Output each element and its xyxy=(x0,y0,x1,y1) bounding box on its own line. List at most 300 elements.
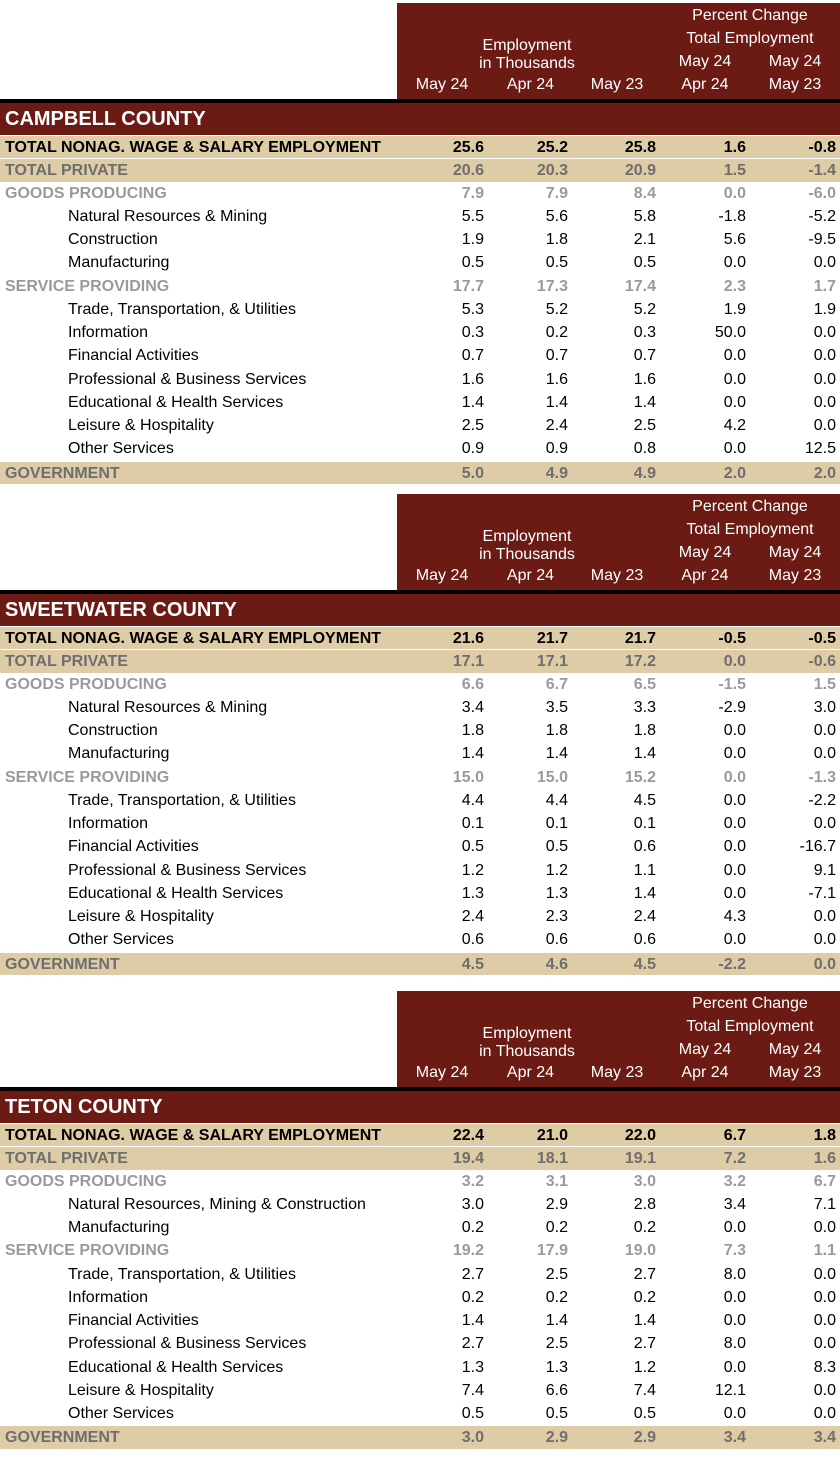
row-value: 15.0 xyxy=(536,768,568,786)
row-value: 0.0 xyxy=(813,722,836,739)
row-value: 17.1 xyxy=(452,653,484,671)
table-row xyxy=(0,344,840,367)
row-value: 7.9 xyxy=(461,184,484,202)
row-value: 0.0 xyxy=(813,815,836,832)
row-value: -0.6 xyxy=(808,653,836,671)
table-row xyxy=(0,1216,840,1239)
pct-change-heading: Percent Change xyxy=(692,498,808,515)
row-value: 1.8 xyxy=(813,1127,836,1144)
row-value: 6.7 xyxy=(723,1127,746,1144)
row-value: 0.1 xyxy=(545,815,568,832)
row-value: 3.0 xyxy=(461,1429,484,1447)
row-value: 0.0 xyxy=(813,393,836,411)
row-value: 0.0 xyxy=(813,908,836,925)
row-value: 0.0 xyxy=(723,653,746,671)
row-label: Manufacturing xyxy=(68,254,170,272)
row-value: 0.2 xyxy=(545,1288,568,1306)
row-label: Trade, Transportation, & Utilities xyxy=(68,300,296,318)
row-value: 0.0 xyxy=(813,1335,836,1353)
row-value: 25.6 xyxy=(452,139,484,156)
row-value: 1.4 xyxy=(633,745,656,763)
row-value: -1.3 xyxy=(808,768,836,786)
table-row xyxy=(0,368,840,391)
row-value: 0.0 xyxy=(723,1405,746,1422)
county-title: TETON COUNTY xyxy=(0,1091,840,1123)
row-value: -2.9 xyxy=(718,698,746,716)
row-label: Trade, Transportation, & Utilities xyxy=(68,791,296,809)
row-value: 2.4 xyxy=(633,908,656,925)
row-value: 0.0 xyxy=(723,745,746,763)
row-value: 6.7 xyxy=(545,675,568,693)
table-row xyxy=(0,649,840,672)
row-value: 4.5 xyxy=(633,791,656,809)
row-label: GOVERNMENT xyxy=(5,955,120,973)
row-value: 18.1 xyxy=(536,1150,568,1168)
col1-header: May 24 xyxy=(415,567,469,584)
row-value: 1.4 xyxy=(461,393,484,411)
row-label: Trade, Transportation, & Utilities xyxy=(68,1265,296,1283)
row-value: 21.0 xyxy=(536,1127,568,1144)
col4-bottom-header: Apr 24 xyxy=(681,1064,729,1081)
row-value: 3.5 xyxy=(545,698,568,716)
row-value: 0.0 xyxy=(723,768,746,786)
row-value: 4.4 xyxy=(461,791,484,809)
table-row xyxy=(0,391,840,414)
row-value: 1.4 xyxy=(633,1312,656,1329)
row-value: 19.0 xyxy=(624,1242,656,1260)
row-value: 5.2 xyxy=(545,300,568,318)
row-value: 0.0 xyxy=(723,931,746,949)
table-row xyxy=(0,251,840,274)
col5-top-header: May 24 xyxy=(768,1041,822,1058)
row-value: 8.4 xyxy=(633,184,656,202)
row-value: 7.3 xyxy=(723,1242,746,1260)
row-value: 7.9 xyxy=(545,184,568,202)
row-value: 4.6 xyxy=(545,955,568,973)
row-value: 1.5 xyxy=(723,162,746,180)
row-value: 1.8 xyxy=(545,231,568,248)
col5-top-header: May 24 xyxy=(768,544,822,561)
row-value: 0.6 xyxy=(633,838,656,856)
row-value: 0.2 xyxy=(633,1219,656,1236)
table-row xyxy=(0,952,840,975)
row-value: 17.7 xyxy=(452,277,484,295)
row-value: 0.8 xyxy=(633,440,656,458)
row-label: TOTAL PRIVATE xyxy=(5,162,128,180)
row-label: SERVICE PROVIDING xyxy=(5,277,170,295)
row-value: 1.3 xyxy=(461,1358,484,1376)
col2-header: Apr 24 xyxy=(506,567,555,584)
row-value: 8.3 xyxy=(813,1358,836,1376)
row-value: 2.4 xyxy=(461,908,484,925)
row-value: 21.7 xyxy=(536,630,568,647)
total-employment-heading: Total Employment xyxy=(686,1018,814,1035)
row-label: SERVICE PROVIDING xyxy=(5,768,170,786)
header-band xyxy=(397,3,840,99)
row-value: -1.8 xyxy=(718,207,746,225)
row-value: 1.3 xyxy=(461,884,484,902)
row-label: GOODS PRODUCING xyxy=(5,1172,167,1190)
table-header xyxy=(0,494,840,590)
row-value: 1.9 xyxy=(461,231,484,248)
row-value: 4.5 xyxy=(461,955,484,973)
row-value: -2.2 xyxy=(808,791,836,809)
row-label: Financial Activities xyxy=(68,1312,199,1329)
row-value: 7.1 xyxy=(813,1195,836,1213)
row-value: 0.0 xyxy=(723,791,746,809)
table-row xyxy=(0,719,840,742)
row-value: 6.7 xyxy=(813,1172,836,1190)
row-label: Educational & Health Services xyxy=(68,884,284,902)
row-value: -9.5 xyxy=(808,231,836,248)
row-value: 3.0 xyxy=(633,1172,656,1190)
row-value: 3.3 xyxy=(633,698,656,716)
header-band xyxy=(397,494,840,590)
row-value: 1.1 xyxy=(633,861,656,879)
row-label: Educational & Health Services xyxy=(68,1358,284,1376)
row-label: TOTAL NONAG. WAGE & SALARY EMPLOYMENT xyxy=(5,630,382,647)
row-value: 4.2 xyxy=(723,417,746,434)
col4-bottom-header: Apr 24 xyxy=(681,76,729,93)
row-value: 20.3 xyxy=(536,162,568,180)
row-label: TOTAL NONAG. WAGE & SALARY EMPLOYMENT xyxy=(5,1127,382,1144)
row-value: 1.6 xyxy=(813,1150,836,1168)
row-value: 2.5 xyxy=(545,1265,568,1283)
row-value: 1.6 xyxy=(461,370,484,388)
row-value: 25.8 xyxy=(624,139,656,156)
row-label: Information xyxy=(68,815,149,832)
row-value: 5.0 xyxy=(461,464,484,482)
table-row xyxy=(0,1123,840,1146)
row-value: 1.8 xyxy=(633,722,656,739)
table-row xyxy=(0,205,840,228)
row-value: 4.9 xyxy=(545,464,568,482)
table-row xyxy=(0,1239,840,1262)
row-value: 6.6 xyxy=(545,1381,568,1399)
row-value: 15.0 xyxy=(452,768,484,786)
table-row xyxy=(0,228,840,251)
row-label: Leisure & Hospitality xyxy=(68,908,214,925)
row-value: -0.5 xyxy=(808,630,836,647)
row-label: Manufacturing xyxy=(68,745,170,763)
row-value: 0.0 xyxy=(813,1265,836,1283)
row-value: 3.0 xyxy=(461,1195,484,1213)
col4-top-header: May 24 xyxy=(678,53,732,70)
row-value: 2.5 xyxy=(633,417,656,434)
row-value: 0.7 xyxy=(545,347,568,365)
row-value: 21.6 xyxy=(452,630,484,647)
col3-header: May 23 xyxy=(590,567,644,584)
county-table xyxy=(0,3,840,484)
row-value: 1.2 xyxy=(461,861,484,879)
row-value: 0.3 xyxy=(461,324,484,341)
row-value: 1.6 xyxy=(723,139,746,156)
row-value: 0.0 xyxy=(723,838,746,856)
table-row xyxy=(0,1332,840,1355)
row-value: 2.5 xyxy=(545,1335,568,1353)
row-value: 0.0 xyxy=(813,1219,836,1236)
row-value: 2.9 xyxy=(633,1429,656,1447)
row-value: 4.9 xyxy=(633,464,656,482)
row-value: 25.2 xyxy=(536,139,568,156)
row-value: 0.9 xyxy=(461,440,484,458)
table-row xyxy=(0,1146,840,1169)
row-value: -7.1 xyxy=(808,884,836,902)
row-value: 0.0 xyxy=(723,1219,746,1236)
row-value: 1.4 xyxy=(545,745,568,763)
row-label: TOTAL PRIVATE xyxy=(5,1150,128,1168)
row-value: 1.6 xyxy=(633,370,656,388)
table-row xyxy=(0,275,840,298)
county-title: SWEETWATER COUNTY xyxy=(0,594,840,626)
county-table xyxy=(0,991,840,1449)
row-value: 19.1 xyxy=(624,1150,656,1168)
row-value: 0.5 xyxy=(461,838,484,856)
row-label: SERVICE PROVIDING xyxy=(5,1242,170,1260)
table-row xyxy=(0,1286,840,1309)
row-value: 0.2 xyxy=(461,1288,484,1306)
row-value: 3.4 xyxy=(723,1195,746,1213)
row-value: 5.2 xyxy=(633,300,656,318)
col4-bottom-header: Apr 24 xyxy=(681,567,729,584)
row-value: 0.0 xyxy=(813,955,836,973)
row-value: 0.2 xyxy=(545,1219,568,1236)
table-row xyxy=(0,742,840,765)
row-value: 0.2 xyxy=(461,1219,484,1236)
table-row xyxy=(0,789,840,812)
row-value: -0.5 xyxy=(718,630,746,647)
row-value: 0.0 xyxy=(813,1312,836,1329)
table-row xyxy=(0,812,840,835)
row-value: 50.0 xyxy=(714,324,746,341)
row-value: 6.5 xyxy=(633,675,656,693)
row-value: 4.5 xyxy=(633,955,656,973)
table-row xyxy=(0,766,840,789)
pct-change-heading: Percent Change xyxy=(692,995,808,1012)
col4-top-header: May 24 xyxy=(678,544,732,561)
row-value: -1.4 xyxy=(808,162,836,180)
row-value: 3.4 xyxy=(723,1429,746,1447)
row-value: 17.3 xyxy=(536,277,568,295)
row-value: 0.0 xyxy=(723,184,746,202)
row-value: 0.0 xyxy=(723,815,746,832)
row-value: 0.0 xyxy=(723,440,746,458)
row-value: 2.3 xyxy=(723,277,746,295)
row-value: 1.3 xyxy=(545,1358,568,1376)
col1-header: May 24 xyxy=(415,76,469,93)
row-value: 3.4 xyxy=(813,1429,836,1447)
row-value: 2.7 xyxy=(633,1335,656,1353)
row-value: 21.7 xyxy=(624,630,656,647)
row-value: -5.2 xyxy=(808,207,836,225)
row-label: Manufacturing xyxy=(68,1219,170,1236)
row-label: Other Services xyxy=(68,931,174,949)
row-value: 4.3 xyxy=(723,908,746,925)
row-label: Information xyxy=(68,1288,149,1306)
row-value: 0.0 xyxy=(723,884,746,902)
table-row xyxy=(0,1193,840,1216)
row-value: 0.7 xyxy=(461,347,484,365)
row-value: 1.5 xyxy=(813,675,836,693)
row-label: Natural Resources & Mining xyxy=(68,207,268,225)
row-value: 3.1 xyxy=(545,1172,568,1190)
row-value: 0.0 xyxy=(723,1358,746,1376)
table-row xyxy=(0,673,840,696)
row-value: 6.6 xyxy=(461,675,484,693)
row-value: 1.6 xyxy=(545,370,568,388)
row-label: Construction xyxy=(68,231,158,248)
row-value: 0.0 xyxy=(723,254,746,272)
row-label: Information xyxy=(68,324,149,341)
table-row xyxy=(0,135,840,158)
row-value: 2.0 xyxy=(723,464,746,482)
row-value: 1.2 xyxy=(633,1358,656,1376)
row-value: 0.0 xyxy=(813,347,836,365)
row-value: 5.6 xyxy=(723,231,746,248)
row-value: 9.1 xyxy=(813,861,836,879)
row-value: 0.0 xyxy=(723,861,746,879)
table-row xyxy=(0,158,840,181)
row-value: 1.9 xyxy=(723,300,746,318)
col5-top-header: May 24 xyxy=(768,53,822,70)
row-value: 0.0 xyxy=(813,370,836,388)
table-row xyxy=(0,1170,840,1193)
row-value: 0.6 xyxy=(633,931,656,949)
row-value: 17.4 xyxy=(624,277,656,295)
row-value: 19.2 xyxy=(452,1242,484,1260)
row-value: 7.4 xyxy=(461,1381,484,1399)
row-value: 3.2 xyxy=(461,1172,484,1190)
table-row xyxy=(0,859,840,882)
row-value: 0.0 xyxy=(813,931,836,949)
row-value: 0.3 xyxy=(633,324,656,341)
county-title: CAMPBELL COUNTY xyxy=(0,103,840,135)
row-value: 0.0 xyxy=(723,370,746,388)
row-value: 0.0 xyxy=(723,1288,746,1306)
row-label: Other Services xyxy=(68,1405,174,1422)
row-label: GOVERNMENT xyxy=(5,464,120,482)
row-value: 0.7 xyxy=(633,347,656,365)
row-value: 0.2 xyxy=(633,1288,656,1306)
col2-header: Apr 24 xyxy=(506,76,555,93)
table-row xyxy=(0,1309,840,1332)
table-row xyxy=(0,298,840,321)
row-value: -16.7 xyxy=(799,838,836,856)
row-value: 8.0 xyxy=(723,1335,746,1353)
row-value: 0.5 xyxy=(545,254,568,272)
row-value: -2.2 xyxy=(718,955,746,973)
row-value: 0.0 xyxy=(813,1288,836,1306)
row-value: 22.0 xyxy=(624,1127,656,1144)
row-value: 0.0 xyxy=(813,745,836,763)
header-band xyxy=(397,991,840,1087)
row-value: 4.4 xyxy=(545,791,568,809)
thousands-heading: in Thousands xyxy=(479,1043,575,1060)
col5-bottom-header: May 23 xyxy=(768,1064,822,1081)
row-value: 0.1 xyxy=(633,815,656,832)
row-value: 1.8 xyxy=(461,722,484,739)
row-value: 0.2 xyxy=(545,324,568,341)
row-value: 2.8 xyxy=(633,1195,656,1213)
row-value: 0.5 xyxy=(633,1405,656,1422)
row-label: TOTAL PRIVATE xyxy=(5,653,128,671)
row-label: Professional & Business Services xyxy=(68,861,307,879)
table-row xyxy=(0,835,840,858)
row-value: 2.7 xyxy=(461,1265,484,1283)
table-row xyxy=(0,182,840,205)
row-label: GOODS PRODUCING xyxy=(5,184,167,202)
row-value: 0.5 xyxy=(461,1405,484,1422)
row-label: TOTAL NONAG. WAGE & SALARY EMPLOYMENT xyxy=(5,139,382,156)
row-value: 22.4 xyxy=(452,1127,484,1144)
total-employment-heading: Total Employment xyxy=(686,30,814,47)
row-value: 7.4 xyxy=(633,1381,656,1399)
table-row xyxy=(0,414,840,437)
col1-header: May 24 xyxy=(415,1064,469,1081)
row-value: 0.5 xyxy=(545,838,568,856)
row-value: 0.1 xyxy=(461,815,484,832)
row-label: Professional & Business Services xyxy=(68,1335,307,1353)
row-value: 1.4 xyxy=(545,393,568,411)
total-employment-heading: Total Employment xyxy=(686,521,814,538)
row-value: 1.7 xyxy=(813,277,836,295)
row-value: 0.5 xyxy=(633,254,656,272)
row-label: Financial Activities xyxy=(68,838,199,856)
table-row xyxy=(0,905,840,928)
table-row xyxy=(0,696,840,719)
row-value: 0.6 xyxy=(461,931,484,949)
row-value: 8.0 xyxy=(723,1265,746,1283)
row-value: 5.8 xyxy=(633,207,656,225)
table-row xyxy=(0,321,840,344)
thousands-heading: in Thousands xyxy=(479,55,575,72)
row-value: 20.9 xyxy=(624,162,656,180)
row-value: 5.6 xyxy=(545,207,568,225)
row-value: 1.2 xyxy=(545,861,568,879)
row-value: 0.0 xyxy=(813,1405,836,1422)
row-value: 15.2 xyxy=(624,768,656,786)
row-value: 12.1 xyxy=(714,1381,746,1399)
row-label: Leisure & Hospitality xyxy=(68,417,214,434)
col2-header: Apr 24 xyxy=(506,1064,555,1081)
employment-heading: Employment xyxy=(482,528,572,545)
row-value: 1.9 xyxy=(813,300,836,318)
row-value: 0.0 xyxy=(813,254,836,272)
row-value: 1.4 xyxy=(461,745,484,763)
row-value: 2.7 xyxy=(461,1335,484,1353)
row-value: 2.0 xyxy=(813,464,836,482)
row-label: Construction xyxy=(68,722,158,739)
row-value: 1.3 xyxy=(545,884,568,902)
row-value: 0.0 xyxy=(723,722,746,739)
row-value: 2.1 xyxy=(633,231,656,248)
table-row xyxy=(0,461,840,484)
row-value: -1.5 xyxy=(718,675,746,693)
row-value: 0.0 xyxy=(813,417,836,434)
row-value: 0.0 xyxy=(723,393,746,411)
col5-bottom-header: May 23 xyxy=(768,76,822,93)
row-value: 12.5 xyxy=(804,440,836,458)
row-value: 20.6 xyxy=(452,162,484,180)
table-row xyxy=(0,882,840,905)
col3-header: May 23 xyxy=(590,1064,644,1081)
row-label: Other Services xyxy=(68,440,174,458)
thousands-heading: in Thousands xyxy=(479,546,575,563)
row-value: 0.0 xyxy=(813,1381,836,1399)
row-label: Professional & Business Services xyxy=(68,370,307,388)
table-row xyxy=(0,437,840,460)
row-label: GOVERNMENT xyxy=(5,1429,120,1447)
